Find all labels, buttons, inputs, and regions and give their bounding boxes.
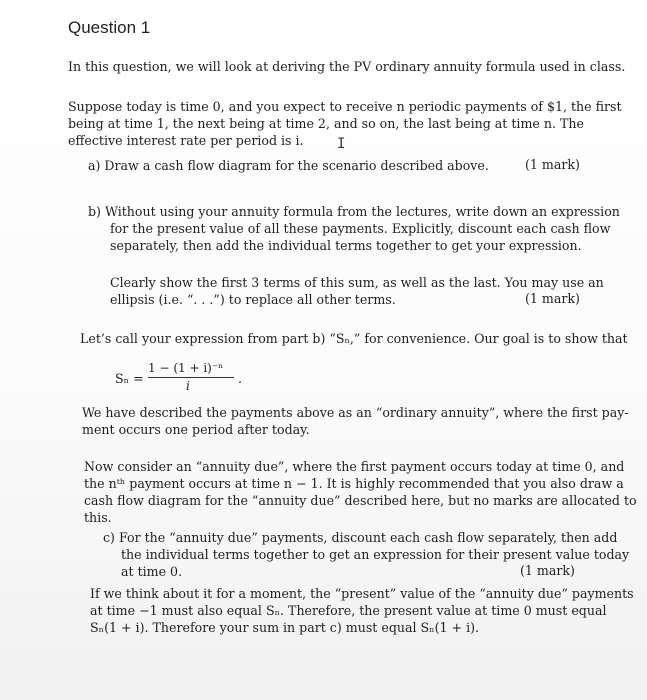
ordinary-line2: ment occurs one period after today. bbox=[82, 422, 310, 437]
fraction-bar bbox=[148, 377, 234, 378]
para1-line2: being at time 1, the next being at time 2, and so on, the last being at time n. The bbox=[68, 116, 584, 131]
part-b-line2: for the present value of all these payments. Explicitly, discount each cash flow bbox=[110, 221, 611, 236]
part-c-line1: c) For the “annuity due” payments, discount each cash flow separately, then add bbox=[103, 530, 618, 545]
ordinary-line1: We have described the payments above as an “ordinary annuity”, where the first pay- bbox=[82, 405, 629, 420]
intro-text: In this question, we will look at deriving the PV ordinary annuity formula used in class. bbox=[68, 59, 626, 74]
part-b2-mark: (1 mark) bbox=[525, 291, 580, 306]
part-c-line2: the individual terms together to get an expression for their present value today bbox=[121, 547, 630, 562]
closing-line3: Sₙ(1 + i). Therefore your sum in part c) must equal Sₙ(1 + i). bbox=[90, 620, 480, 635]
closing-line2: at time −1 must also equal Sₙ. Therefore, the present value at time 0 must equal bbox=[90, 603, 607, 618]
part-b2-line2: ellipsis (i.e. “. . .”) to replace all other terms. bbox=[110, 292, 396, 307]
part-b-line1: b) Without using your annuity formula from the lectures, write down an expression bbox=[88, 204, 620, 219]
annuity-due-line3: cash flow diagram for the “annuity due” described here, but no marks are allocated to bbox=[84, 493, 637, 508]
part-c-mark: (1 mark) bbox=[520, 563, 575, 578]
closing-line1: If we think about it for a moment, the “present” value of the “annuity due” payments bbox=[90, 586, 634, 601]
formula-end: . bbox=[238, 371, 243, 386]
annuity-due-line4: this. bbox=[84, 510, 112, 525]
annuity-due-line1: Now consider an “annuity due”, where the first payment occurs today at time 0, and bbox=[84, 459, 625, 474]
part-c-line3: at time 0. bbox=[121, 564, 183, 579]
part-b2-line1: Clearly show the first 3 terms of this sum, as well as the last. You may use an bbox=[110, 275, 604, 290]
lets-call-text: Let’s call your expression from part b) “Sₙ,” for convenience. Our goal is to show that bbox=[80, 331, 628, 346]
annuity-due-line2: the nᵗʰ payment occurs at time n − 1. It is highly recommended that you also draw a bbox=[84, 476, 624, 491]
question-heading: Question 1 bbox=[68, 18, 151, 37]
text-cursor-icon: I bbox=[337, 136, 346, 152]
formula-denominator: i bbox=[186, 379, 190, 393]
formula-lhs: Sₙ = bbox=[115, 371, 144, 386]
part-a-text: a) Draw a cash flow diagram for the scenario described above. bbox=[88, 158, 489, 173]
para1-line3: effective interest rate per period is i. bbox=[68, 133, 304, 148]
formula-fraction bbox=[148, 361, 238, 397]
para1-line1: Suppose today is time 0, and you expect to receive n periodic payments of $1, the first bbox=[68, 99, 622, 114]
part-a-mark: (1 mark) bbox=[525, 157, 580, 172]
formula-numerator: 1 − (1 + i)⁻ⁿ bbox=[148, 361, 224, 375]
part-b-line3: separately, then add the individual terms together to get your expression. bbox=[110, 238, 582, 253]
